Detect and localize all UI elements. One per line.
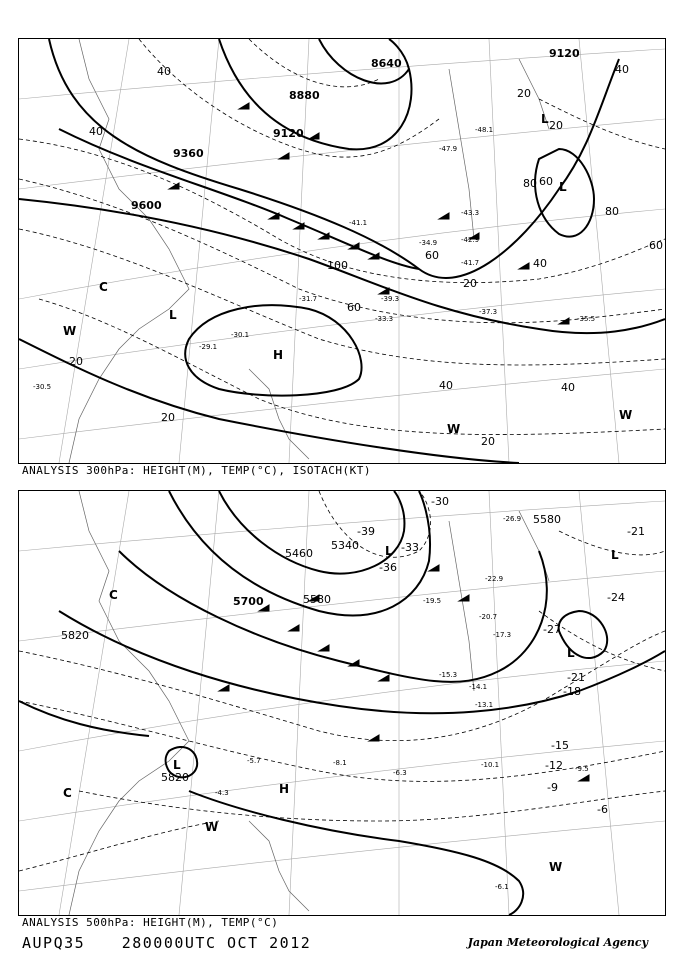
station-value: -37.3 [479,308,498,316]
warm-center: W [447,422,461,436]
height-label: 5700 [233,595,264,608]
isotach-label: 20 [161,411,175,424]
temp-label: -12 [545,759,563,772]
temp-label: -39 [357,525,375,538]
isotach-label: 40 [615,63,629,76]
caption-300hpa: ANALYSIS 300hPa: HEIGHT(M), TEMP(°C), ISOTACH(KT) [22,464,372,477]
height-labels [131,47,580,212]
temp-label: -15 [551,739,569,752]
height-label: 8640 [371,57,402,70]
height-label: 5820 [161,771,189,784]
height-contours [19,39,665,463]
station-value: -17.3 [493,631,512,639]
low-center: L [559,180,567,194]
map-300hpa [18,38,666,464]
isotach-label: 20 [463,277,477,290]
temp-label: -36 [379,561,397,574]
low-center: L [611,548,619,562]
isotach-label: 40 [157,65,171,78]
warm-center: W [619,408,633,422]
cold-center: C [109,588,118,602]
station-value: -14.1 [469,683,488,691]
height-label: 5580 [303,593,331,606]
isotach-label: 20 [69,355,83,368]
isotach-label: 40 [439,379,453,392]
agency-name: Japan Meteorological Agency [467,936,648,949]
valid-time: 280000UTC OCT 2012 [121,934,312,952]
graticule [19,491,665,915]
chart-identifier [22,934,337,952]
station-value: -33.3 [375,315,394,323]
station-value: -19.5 [423,597,442,605]
wind-barbs [219,565,589,781]
pressure-systems [63,544,619,874]
temp-label: -9 [547,781,558,794]
station-value: -20.7 [479,613,498,621]
isotach-labels [69,63,663,448]
station-value: -5.7 [247,757,261,765]
low-center: L [169,308,177,322]
station-value: -9.5 [575,765,589,773]
height-label: 9120 [273,127,304,140]
isotach-label: 40 [533,257,547,270]
cold-center: C [63,786,72,800]
graticule [19,39,665,463]
warm-center: W [63,324,77,338]
caption-500hpa: ANALYSIS 500hPa: HEIGHT(M), TEMP(°C) [22,916,279,929]
wind-barbs [169,103,569,324]
temp-label: -30 [431,495,449,508]
height-label: 9120 [549,47,580,60]
isotach-label: 60 [347,301,361,314]
temp-label: -21 [567,671,585,684]
height-label: 5340 [331,539,359,552]
station-value: -6.3 [393,769,407,777]
temp-label: -24 [607,591,625,604]
height-label: 5580 [533,513,561,526]
station-value: -34.9 [419,239,438,247]
low-center: L [173,758,181,772]
station-value: -41.7 [461,259,480,267]
isotach-label: 60 [649,239,663,252]
map-500hpa [18,490,666,916]
station-value: -43.3 [461,209,480,217]
height-labels [61,513,561,784]
map-300hpa-canvas [19,39,665,463]
high-center: H [279,782,290,796]
low-center: L [567,646,575,660]
temp-label: -33 [401,541,419,554]
isotach-label: 60 [425,249,439,262]
station-value: -29.1 [199,343,218,351]
station-value: -30.1 [231,331,250,339]
chart-id: AUPQ35 [22,934,86,952]
station-value: -26.9 [503,515,522,523]
warm-center: W [205,820,219,834]
temp-label: -6 [597,803,608,816]
isotach-label: 40 [89,125,103,138]
station-value: -48.1 [475,126,494,134]
station-value: -31.7 [299,295,318,303]
height-contours [19,491,665,915]
temp-label: -21 [627,525,645,538]
height-label: 5820 [61,629,89,642]
isotach-label: 100 [327,259,348,272]
station-value: -10.1 [481,761,500,769]
station-value: -30.5 [33,383,52,391]
station-value: -39.3 [381,295,400,303]
map-500hpa-canvas [19,491,665,915]
station-value: -15.3 [439,671,458,679]
temp-labels [357,495,645,816]
warm-center: W [549,860,563,874]
station-value: -35.5 [577,315,596,323]
temp-label: -18 [563,685,581,698]
temp-label: -27 [543,623,561,636]
height-label: 8880 [289,89,320,102]
station-value: -13.1 [475,701,494,709]
station-value: -8.1 [333,759,347,767]
station-value: -6.1 [495,883,509,891]
isotach-label: 80 [605,205,619,218]
isotach-label: 80 [523,177,537,190]
height-label: 9600 [131,199,162,212]
height-label: 5460 [285,547,313,560]
isotach-label: 20 [549,119,563,132]
low-center: L [385,544,393,558]
cold-center: C [99,280,108,294]
station-value: -47.9 [439,145,458,153]
high-center: H [273,348,284,362]
station-value: -22.9 [485,575,504,583]
station-value: -4.3 [215,789,229,797]
isotach-label: 40 [561,381,575,394]
station-value: -41.1 [349,219,368,227]
station-value: -42.9 [461,236,480,244]
isotach-label: 20 [481,435,495,448]
height-label: 9360 [173,147,204,160]
isotach-label: 20 [517,87,531,100]
isotach-label: 60 [539,175,553,188]
low-center: L [541,112,549,126]
